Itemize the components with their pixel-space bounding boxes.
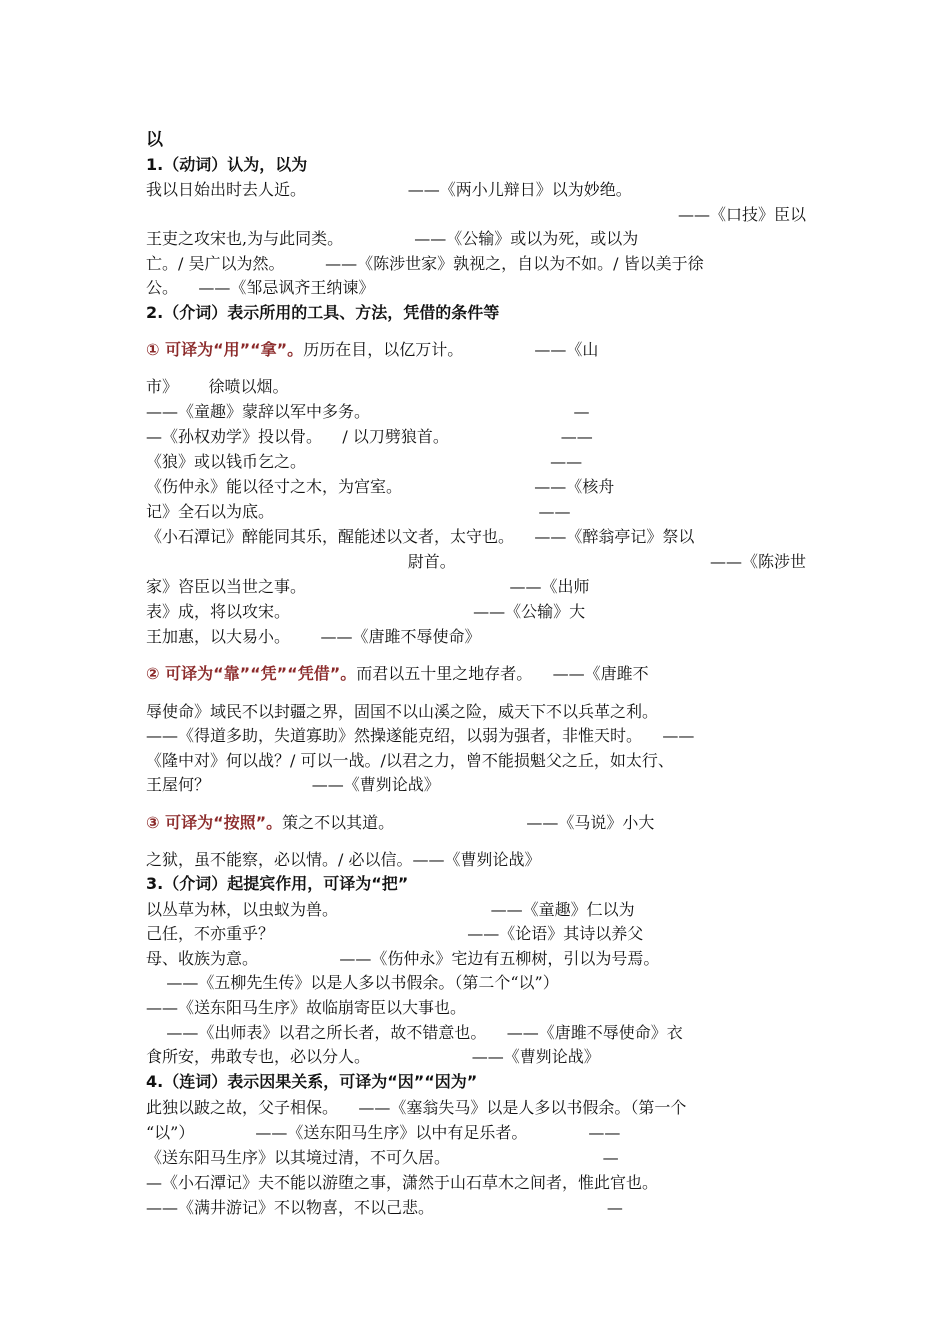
text-line: 尉首。 ——《陈涉世 [407, 552, 806, 571]
text-line: 公。 ——《邹忌讽齐王纳谏》 [146, 278, 375, 297]
text-line: ——《出师表》以君之所长者，故不错意也。 ——《唐雎不辱使命》衣 [146, 1023, 683, 1042]
text-line: 此独以跛之故，父子相保。 ——《塞翁失马》以是人多以书假余。（第一个 [146, 1098, 687, 1117]
text-line: “以”） ——《送东阳马生序》以中有足乐者。 —— [146, 1123, 621, 1142]
line-text: 策之不以其道。 ——《马说》小大 [282, 813, 655, 832]
text-line: 王吏之攻宋也,为与此同类。 ——《公输》或以为死，或以为 [146, 229, 639, 248]
text-line: —《孙权劝学》投以骨。 / 以刀劈狼首。 —— [146, 427, 593, 446]
text-line: 己任，不亦重乎？ ——《论语》其诗以养父 [146, 924, 644, 943]
section-heading: 3.（介词）起提宾作用，可译为“把” [146, 874, 409, 893]
text-line [146, 338, 806, 362]
text-line: 《送东阳马生序》以其境过清，不可久居。 — [146, 1148, 619, 1167]
text-line: 之狱，虽不能察，必以情。/ 必以信。——《曹刿论战》 [146, 850, 541, 869]
text-line [146, 811, 806, 835]
text-line: 王加惠，以大易小。 ——《唐雎不辱使命》 [146, 627, 481, 646]
text-line: 市》 徐喷以烟。 [146, 377, 289, 396]
section-heading: 2.（介词）表示所用的工具、方法，凭借的条件等 [146, 303, 500, 322]
section-heading: 1.（动词）认为，以为 [146, 155, 308, 174]
section-heading: 4.（连词）表示因果关系，可译为“因”“因为” [146, 1072, 478, 1091]
text-line: ——《送东阳马生序》故临崩寄臣以大事也。 [146, 998, 467, 1017]
text-line: 食所安，弗敢专也，必以分人。 ——《曹刿论战》 [146, 1047, 600, 1066]
text-line: ——《五柳先生传》以是人多以书假余。（第二个“以”） [146, 973, 559, 992]
text-line: 母、收族为意。 ——《伤仲永》宅边有五柳树，引以为号焉。 [146, 949, 660, 968]
text-line: 表》成，将以攻宋。 ——《公输》大 [146, 602, 586, 621]
line-text: 历历在目，以亿万计。 ——《山 [303, 340, 599, 359]
subheading: ③ 可译为“按照”。 [146, 813, 283, 832]
text-line: 《伤仲永》能以径寸之木，为宫室。 ——《核舟 [146, 477, 615, 496]
subheading: ① 可译为“用”“拿”。 [146, 340, 304, 359]
text-line: 《小石潭记》醉能同其乐，醒能述以文者，太守也。 ——《醉翁亭记》祭以 [146, 527, 695, 546]
text-line: 亡。/ 吴广以为然。 ——《陈涉世家》孰视之，自以为不如。/ 皆以美于徐 [146, 254, 704, 273]
text-line: 我以日始出时去人近。 ——《两小儿辩日》以为妙绝。 [146, 180, 632, 199]
text-line: ——《童趣》蒙辞以军中多务。 — [146, 402, 590, 421]
text-line: 记》全石以为底。 —— [146, 502, 571, 521]
subheading: ② 可译为“靠”“凭”“凭借”。 [146, 664, 357, 683]
text-line: 王屋何？ ——《曹刿论战》 [146, 775, 440, 794]
text-line: 《狼》或以钱币乞之。 —— [146, 452, 583, 471]
text-line: 辱使命》域民不以封疆之界，固国不以山溪之险，威天下不以兵革之利。 [146, 702, 659, 721]
text-line: ——《口技》臣以 [677, 205, 806, 224]
text-line: 家》咨臣以当世之事。 ——《出师 [146, 577, 590, 596]
text-line: —《小石潭记》夫不能以游堕之事，潇然于山石草木之间者，惟此官也。 [146, 1173, 659, 1192]
text-line [146, 662, 806, 686]
section-heading: 以 [146, 130, 163, 150]
text-line: 《隆中对》何以战？/ 可以一战。/以君之力，曾不能损魁父之丘，如太行、 [146, 751, 674, 770]
text-line: 以丛草为林，以虫蚁为兽。 ——《童趣》仁以为 [146, 900, 635, 919]
text-line: ——《得道多助，失道寡助》然操遂能克绍，以弱为强者，非惟天时。 —— [146, 726, 695, 745]
line-text: 而君以五十里之地存者。 ——《唐雎不 [356, 664, 649, 683]
text-line: ——《满井游记》不以物喜，不以己悲。 — [146, 1198, 623, 1217]
